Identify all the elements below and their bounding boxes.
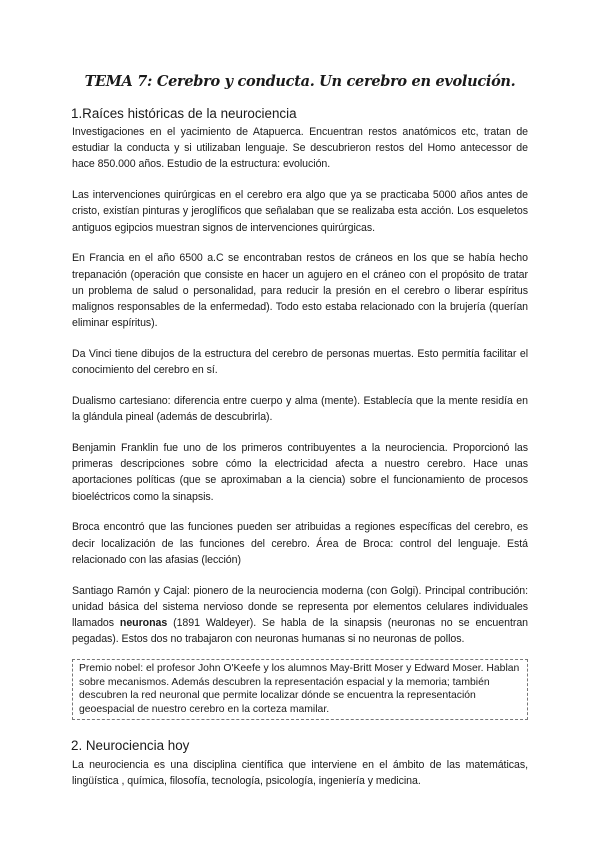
premio-nobel-note-box [72, 659, 528, 720]
document-title: TEMA 7: Cerebro y conducta. Un cerebro en evolución. [84, 73, 516, 90]
cajal-text-after: (1891 Waldeyer). Se habla de la sinapsis (neuronas no se encuentran pegadas). Estos dos no trabajaron con neuronas humanas si no neuronas de pollos. [72, 617, 529, 646]
paragraph-atapuerca: Investigaciones en el yacimiento de Atapuerca. Encuentran restos anatómicos etc, tratan de estudiar la conducta y si utilizaban lenguaje. Se descubrieron restos del Homo antecessor de hace 850.000 años. Estudio de la estructura: evolución. [72, 126, 528, 171]
paragraph-trepanacion: En Francia en el año 6500 a.C se encontraban restos de cráneos en los que se había hecho trepanación (operación que consiste en hacer un agujero en el cráneo con el propósito de tratar un problema de salud o personalidad, para reducir la presión en el cerebro o liberar espíritus malignos responsables de la enfermedad). Todo esto estaba relacionado con la brujería (querían eliminar espíritus). [72, 252, 528, 330]
paragraph-dualismo-cartesiano: Dualismo cartesiano: diferencia entre cuerpo y alma (mente). Establecía que la mente residía en la glándula pineal (además de descubrirla). [72, 395, 528, 424]
neuronas-bold-term: neuronas [119, 617, 168, 630]
document-page [72, 72, 528, 804]
section-neurociencia-hoy [72, 737, 528, 789]
paragraph-neurociencia-hoy: La neurociencia es una disciplina científica que interviene en el ámbito de las matemáticas, lingüística , química, filosofía, tecnología, psicología, ingeniería y medicina. [72, 759, 528, 788]
premio-nobel-note-text: Premio nobel: el profesor John O'Keefe y los alumnos May-Britt Moser y Edward Moser. Hablan sobre mecanismos. Además descubren la representación espacial y la memoria; también descubren la red neuronal que permite localizar dónde se encuentra la representación geoespacial de nuestro cerebro en la corteza mamilar. [79, 663, 520, 715]
section-1-heading: 1.Raíces históricas de la neurociencia [71, 106, 297, 121]
paragraph-da-vinci: Da Vinci tiene dibujos de la estructura del cerebro de personas muertas. Esto permitía facilitar el conocimiento del cerebro en sí. [72, 348, 528, 377]
section-raices-historicas [72, 105, 528, 720]
paragraph-broca: Broca encontró que las funciones pueden ser atribuidas a regiones específicas del cerebro, es decir localización de las funciones del cerebro. Área de Broca: control del lenguaje. Está relacionado con las afasias (lección) [72, 521, 528, 566]
section-2-heading: 2. Neurociencia hoy [71, 738, 190, 754]
cajal-text-before: Santiago Ramón y Cajal: pionero de la neurociencia moderna (con Golgi). Principal contribución: unidad básica del sistema nervioso donde se representa por elementos celulares individuales llamados [72, 584, 528, 630]
paragraph-intervenciones-quirurgicas: Las intervenciones quirúrgicas en el cerebro era algo que ya se practicaba 5000 años antes de cristo, existían pinturas y jeroglíficos que señalaban que se realizaba esta acción. Los esqueletos antiguos egipcios muestran signos de intervenciones quirúrgicas. [72, 189, 528, 234]
paragraph-ramon-y-cajal [72, 583, 528, 648]
paragraph-benjamin-franklin: Benjamin Franklin fue uno de los primeros contribuyentes a la neurociencia. Proporcionó las primeras descripciones sobre cómo la electricidad afecta a nuestro cerebro. Hace unas aportaciones políticas (que se aproximaban a la ciencia) sobre el funcionamiento de procesos bioeléctricos como la sinapsis. [72, 442, 528, 503]
